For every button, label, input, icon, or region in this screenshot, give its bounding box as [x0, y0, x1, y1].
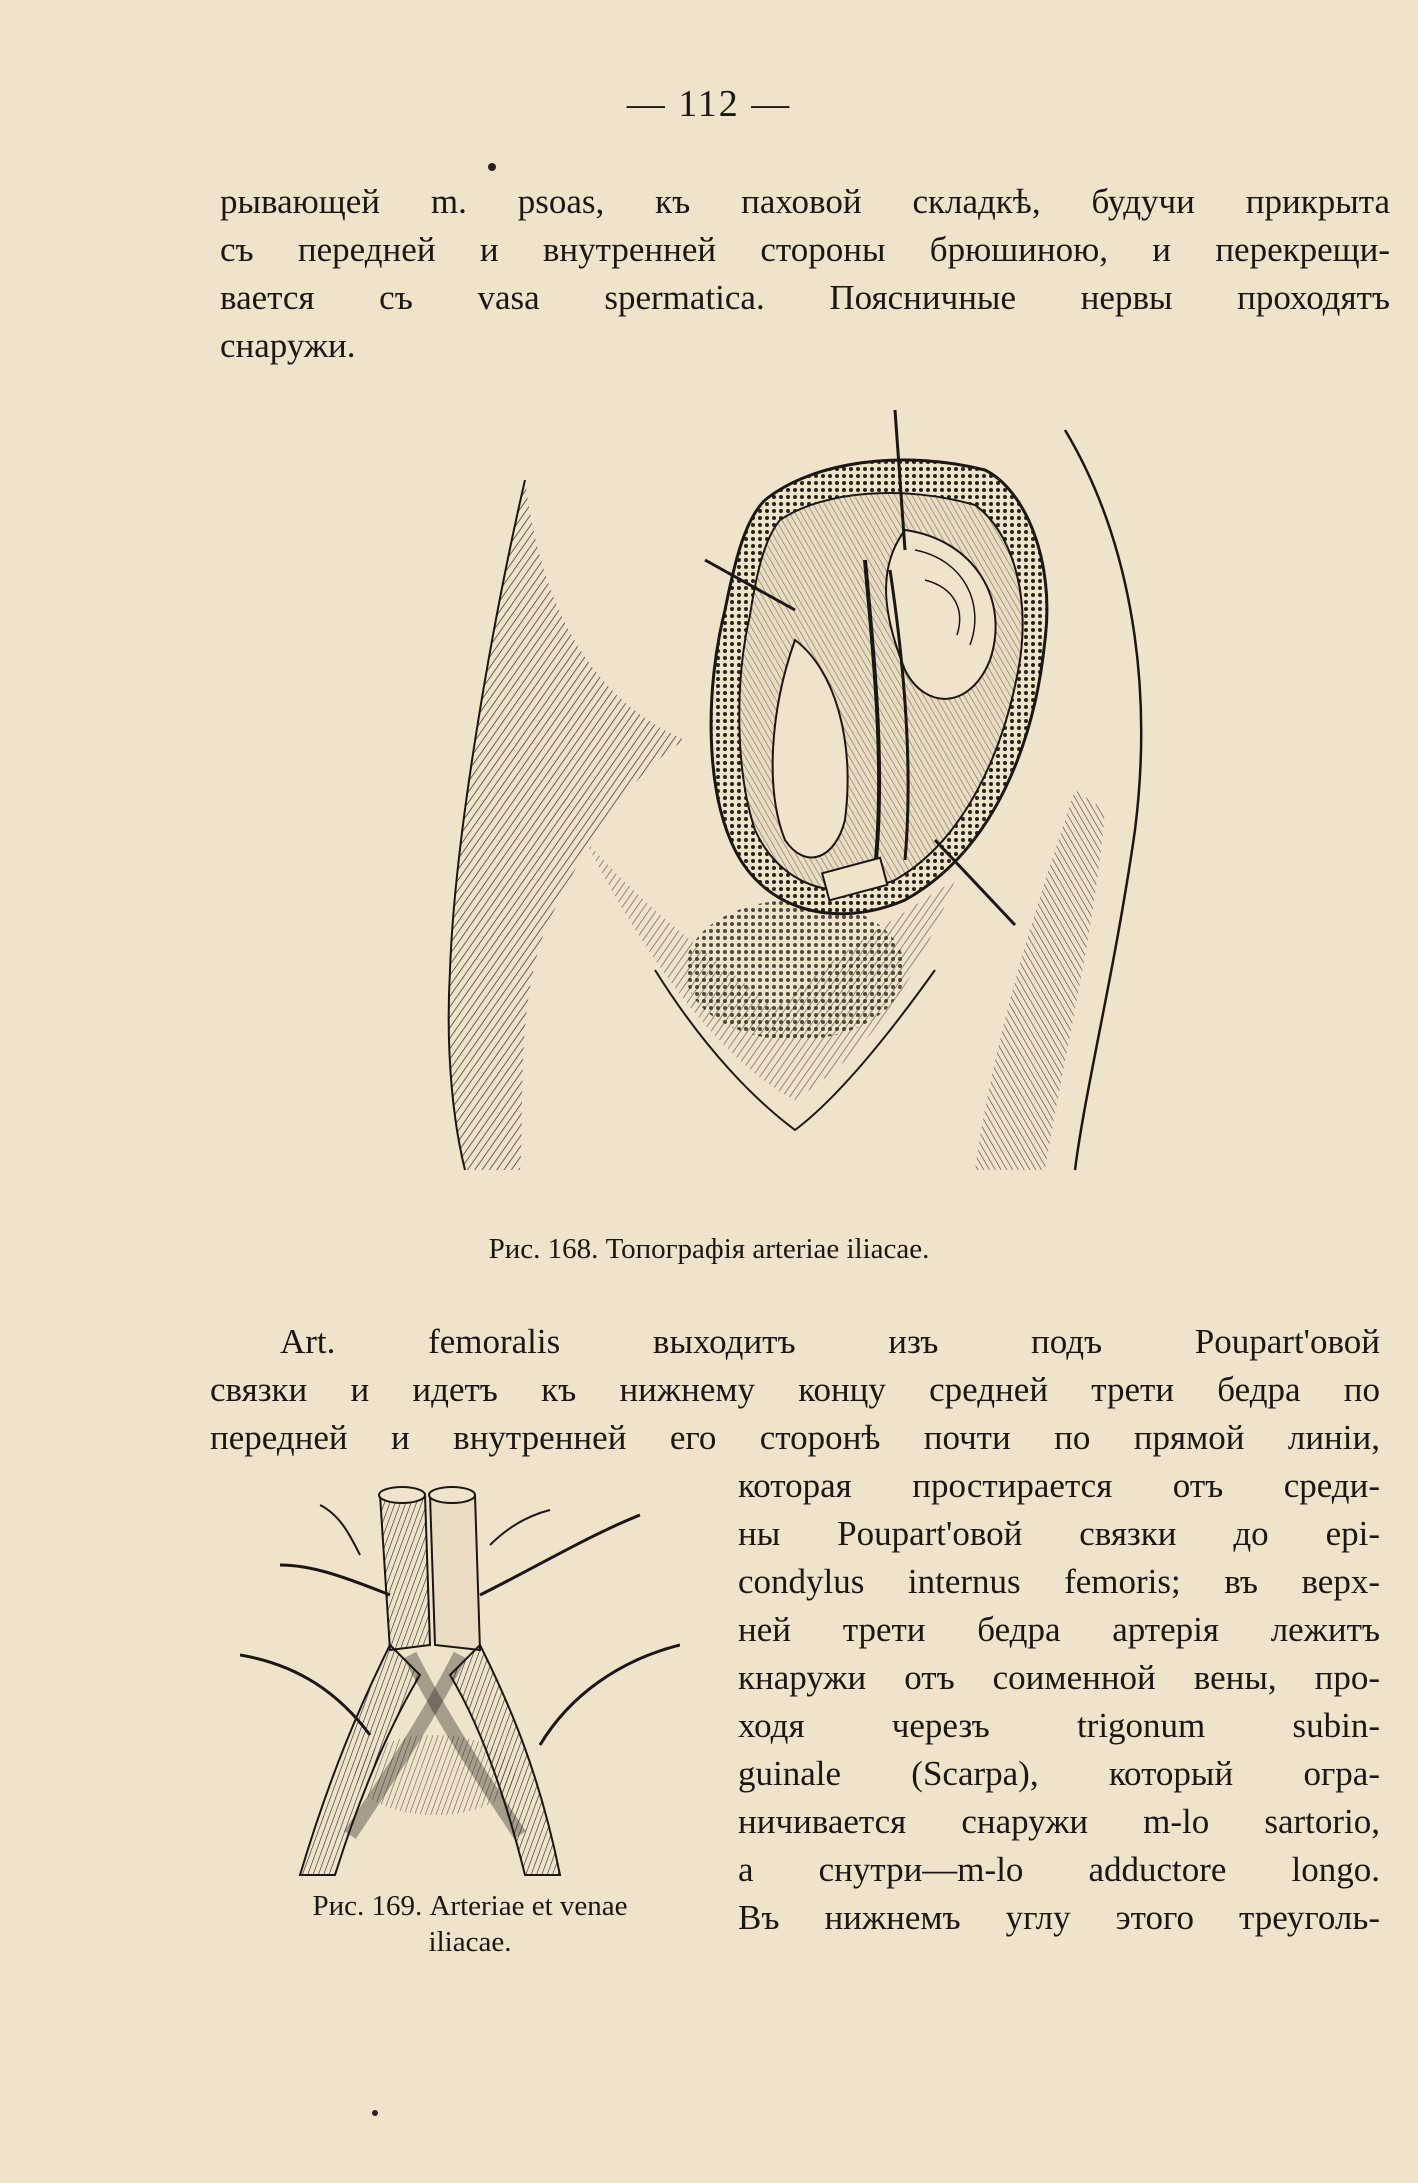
- caption-line: Рис. 169. Arteriae et venae: [312, 1890, 628, 1922]
- figure-168-caption: Рис. 168. Топографія arteriae iliacae.: [488, 1233, 930, 1265]
- text-line: съ передней и внутренней стороны брюшиною, и перекрещи-: [220, 230, 1390, 269]
- text-line: Въ нижнемъ углу этого треуголь-: [738, 1898, 1380, 1937]
- caption-line: iliacae.: [428, 1926, 512, 1958]
- figure-169-illustration: [240, 1475, 680, 1885]
- text-line: condylus internus femoris; въ верх-: [738, 1562, 1380, 1601]
- top-paragraph: [220, 178, 1390, 370]
- text-line: ны Poupart'овой связки до epi-: [738, 1514, 1380, 1553]
- text-line: кнаружи отъ соименной вены, про-: [738, 1658, 1380, 1697]
- text-line: которая простирается отъ среди-: [738, 1466, 1380, 1505]
- ink-dot: [488, 163, 496, 171]
- text-line: а снутри—m-lo adductore longo.: [738, 1850, 1380, 1889]
- text-line: guinale (Scarpa), который огра-: [738, 1754, 1380, 1793]
- text-line: снаружи.: [220, 326, 356, 365]
- text-line: Art. femoralis выходитъ изъ подъ Poupart'овой: [280, 1322, 1380, 1361]
- text-line: передней и внутренней его сторонѣ почти по прямой линіи,: [210, 1418, 1380, 1457]
- text-line: рывающей m. psoas, къ паховой складкѣ, будучи прикрыта: [220, 182, 1390, 221]
- text-line: ничивается снаружи m-lo sartorio,: [738, 1802, 1380, 1841]
- ink-dot: [372, 2110, 378, 2116]
- text-line: связки и идетъ къ нижнему концу средней трети бедра по: [210, 1370, 1380, 1409]
- page-number: — 112 —: [626, 83, 792, 125]
- figure-168-illustration: [435, 410, 1180, 1180]
- main-paragraph-column: [738, 1462, 1380, 1942]
- text-line: ней трети бедра артерія лежитъ: [738, 1610, 1380, 1649]
- text-line: вается съ vasa spermatica. Поясничные нервы проходятъ: [220, 278, 1390, 317]
- figure-169-caption: [240, 1888, 700, 1960]
- main-paragraph-full: [210, 1318, 1380, 1462]
- text-line: ходя черезъ trigonum subin-: [738, 1706, 1380, 1745]
